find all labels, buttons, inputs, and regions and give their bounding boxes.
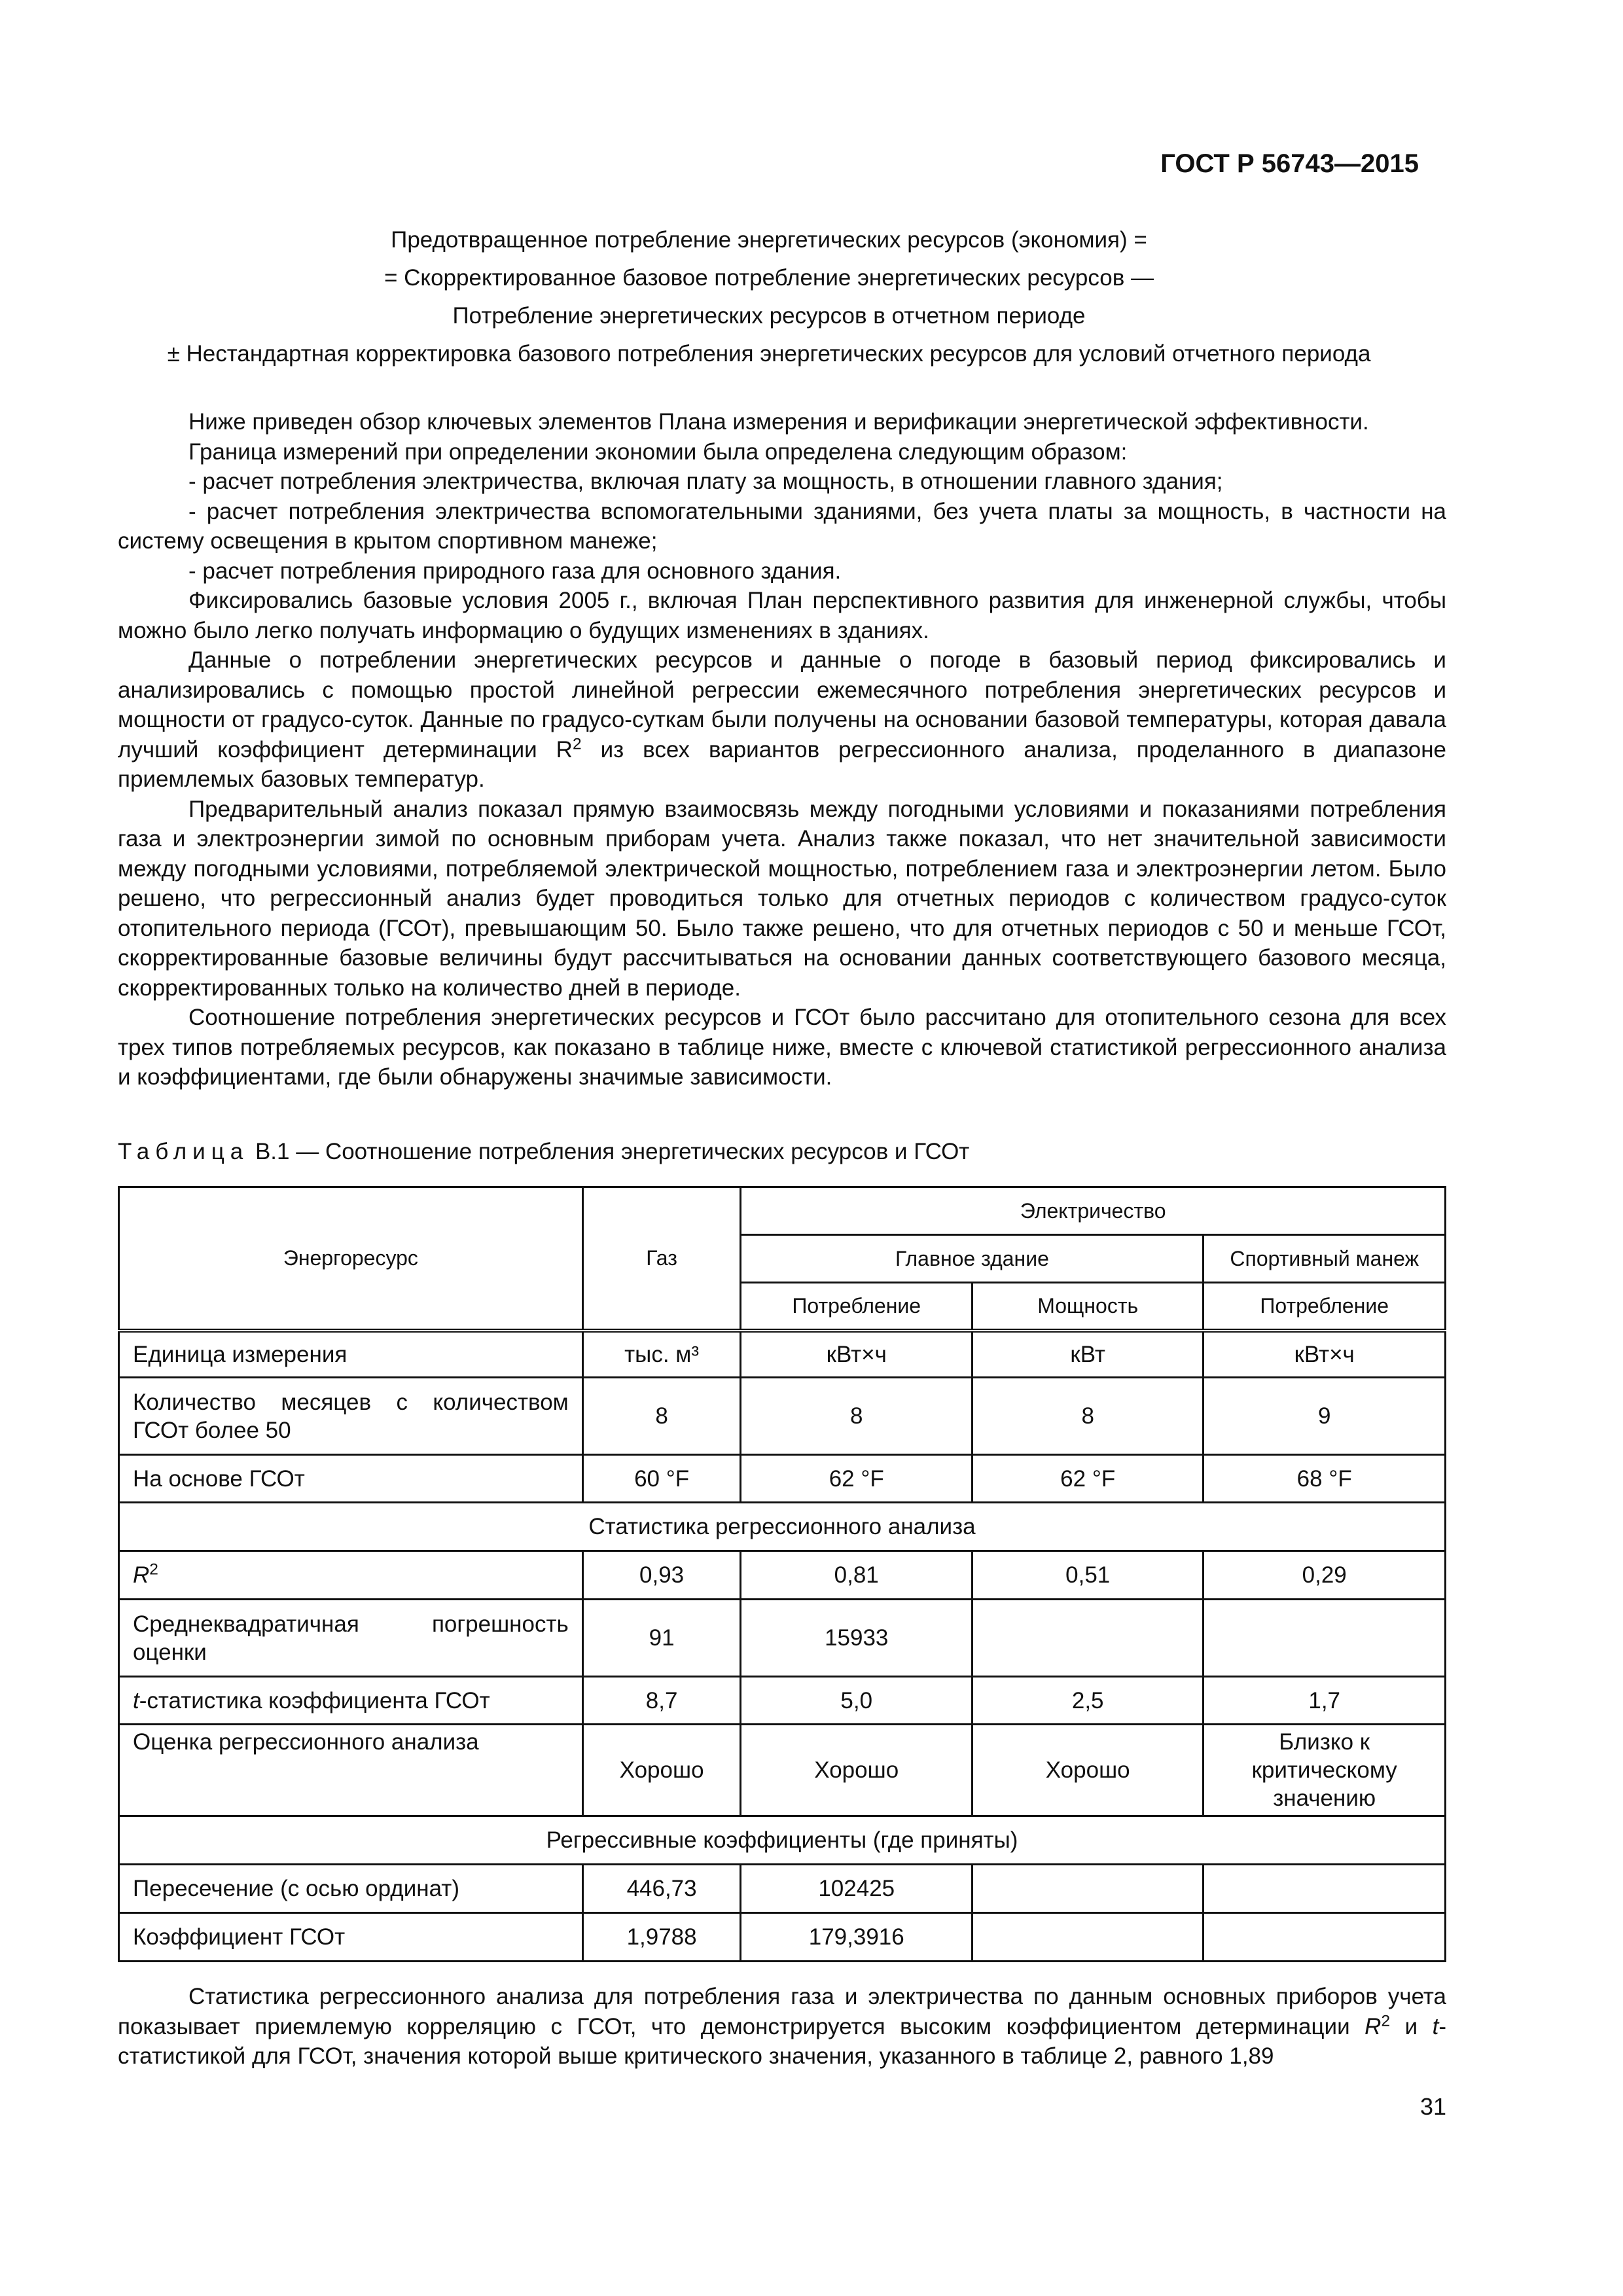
paragraph: Соотношение потребления энергетических ресурсов и ГСОт было рассчитано для отопительного сезона для всех трех типов потребляемых ресурсов, как показано в таблице ниже, вместе с ключевой статистикой регрессионного анализа и коэффициентами, где были обнаружены значимые зависимости. <box>118 1005 1446 1090</box>
formula-line: Потребление энергетических ресурсов в отчетном периоде <box>452 303 1086 329</box>
formula-line: ± Нестандартная корректировка базового потребления энергетических ресурсов для условий отчетного периода <box>167 341 1371 367</box>
section-row: Регрессивные коэффициенты (где приняты) <box>119 1816 1446 1865</box>
header-consumption: Потребление <box>741 1283 972 1331</box>
paragraph: Данные о потреблении энергетических ресурсов и данные о погоде в базовый период фиксировались и анализировались с помощью простой линейной регрессии ежемесячного потребления энергетических ресурсов и мощности от градусо-суток. Данные по градусо-суткам были получены на основании базовой температуры, которая давала лучший коэффициент детерминации $R^2$ из всех вариантов регрессионного анализа, проделанного в диапазоне приемлемых базовых температур. <box>118 647 1446 792</box>
table-row: Единица измерения тыс. м³ кВт×ч кВт кВт×ч <box>119 1331 1446 1378</box>
document-code: ГОСТ Р 56743—2015 <box>1160 149 1419 178</box>
section-row: Статистика регрессионного анализа <box>119 1503 1446 1551</box>
table-row: $R^2$ 0,93 0,81 0,51 0,29 <box>119 1551 1446 1600</box>
table-row: Количество месяцев с количеством ГСОт более 50 8 8 8 9 <box>119 1378 1446 1455</box>
paragraph: Граница измерений при определении экономии была определена следующим образом: <box>188 439 1128 465</box>
table-row: Коэффициент ГСОт 1,9788 179,3916 <box>119 1913 1446 1962</box>
paragraph: Ниже приведен обзор ключевых элементов Плана измерения и верификации энергетической эффективности. <box>188 409 1369 435</box>
header-sports-arena: Спортивный манеж <box>1204 1235 1446 1283</box>
list-item: - расчет потребления электричества вспомогательными зданиями, без учета платы за мощность, в частности на систему освещения в крытом спортивном манеже; <box>118 498 1446 554</box>
table-row: Пересечение (с осью ординат) 446,73 102425 <box>119 1865 1446 1913</box>
table-row: Оценка регрессионного анализа Хорошо Хорошо Хорошо Близко к критическому значению <box>119 1725 1446 1816</box>
header-electricity: Электричество <box>741 1187 1446 1235</box>
header-consumption: Потребление <box>1204 1283 1446 1331</box>
header-resource: Энергоресурс <box>119 1187 583 1331</box>
paragraph: Предварительный анализ показал прямую взаимосвязь между погодными условиями и показаниями потребления газа и электроэнергии зимой по основным приборам учета. Анализ также показал, что нет значительной зависимости между погодными условиями, потребляемой электрической мощностью, потреблением газа и электроэнергии летом. Было решено, что регрессионный анализ будет проводиться только для отчетных периодов с количеством градусо-суток отопительного периода (ГСОт), превышающим 50. Было также решено, что для отчетных периодов с 50 и меньше ГСОт, скорректированные базовые величины будут рассчитываться на основании данных соответствующего базового месяца, скорректированных только на количество дней в периоде. <box>118 796 1446 1001</box>
list-item: - расчет потребления электричества, включая плату за мощность, в отношении главного здания; <box>188 469 1223 494</box>
formula-line: Предотвращенное потребление энергетических ресурсов (экономия) = <box>391 227 1147 253</box>
paragraph: Фиксировались базовые условия 2005 г., включая План перспективного развития для инженерной службы, чтобы можно было легко получать информацию о будущих изменениях в зданиях. <box>118 588 1446 643</box>
table-row: t-статистика коэффициента ГСОт 8,7 5,0 2,5 1,7 <box>119 1677 1446 1725</box>
header-gas: Газ <box>582 1187 741 1331</box>
closing-paragraph: Статистика регрессионного анализа для потребления газа и электричества по данным основных приборов учета показывает приемлемую корреляцию с ГСОт, что демонстрируется высоким коэффициентом детерминации $R^2$ и t-статистикой для ГСОт, значения которой выше критического значения, указанного в таблице 2, равного 1,89 <box>118 1984 1446 2069</box>
table-caption: Таблица В.1 — Соотношение потребления энергетических ресурсов и ГСОт <box>118 1139 970 1164</box>
savings-formula <box>118 221 1420 373</box>
header-main-building: Главное здание <box>741 1235 1204 1283</box>
header-power: Мощность <box>972 1283 1204 1331</box>
body-text <box>118 407 1446 1092</box>
page-number: 31 <box>1419 2093 1446 2120</box>
list-item: - расчет потребления природного газа для основного здания. <box>188 558 842 584</box>
formula-line: = Скорректированное базовое потребление энергетических ресурсов — <box>383 265 1154 291</box>
table-row: Среднеквадратичная погрешность оценки 91 15933 <box>119 1600 1446 1677</box>
regression-table <box>118 1186 1446 1962</box>
table-row: На основе ГСОт 60 °F 62 °F 62 °F 68 °F <box>119 1455 1446 1503</box>
